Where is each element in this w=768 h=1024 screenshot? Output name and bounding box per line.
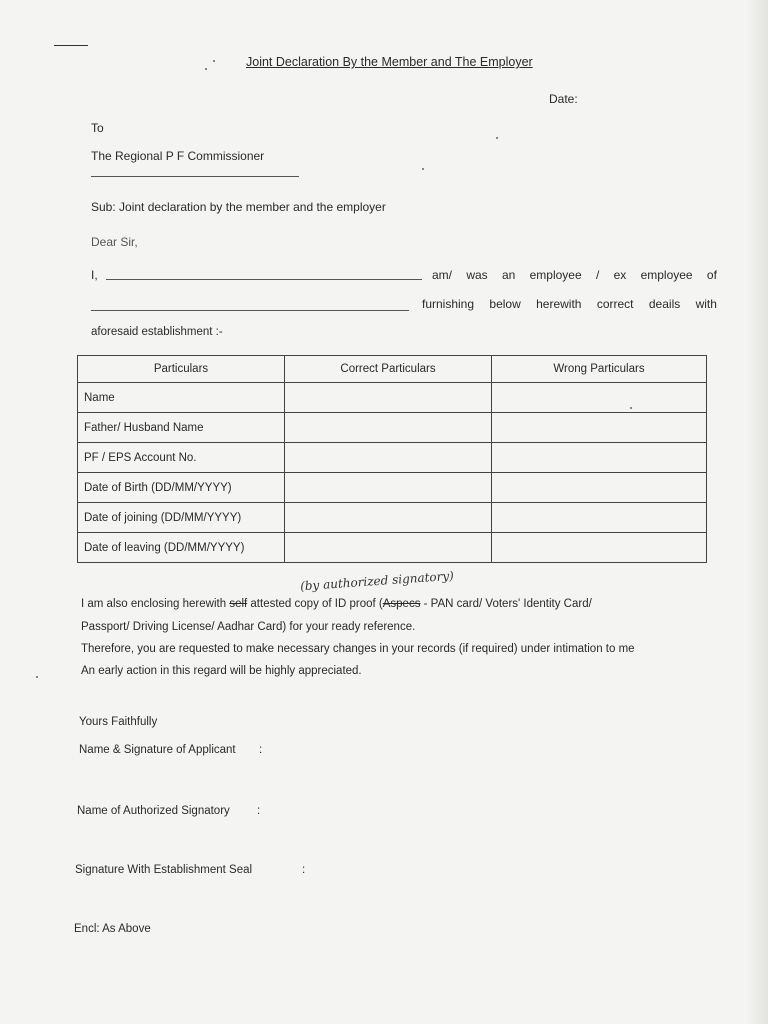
scan-speck [496,137,498,139]
correct-cell[interactable] [285,383,492,413]
table-row [78,413,707,443]
column-header: Particulars [78,356,285,383]
column-header: Correct Particulars [285,356,492,383]
wrong-cell[interactable] [492,533,707,563]
row-label: Date of leaving (DD/MM/YYYY) [78,533,285,563]
row-label: Date of Birth (DD/MM/YYYY) [78,473,285,503]
correct-cell[interactable] [285,443,492,473]
table-row [78,443,707,473]
corner-mark [54,45,88,46]
scan-speck [205,68,207,70]
table-row [78,503,707,533]
scan-speck [36,676,38,678]
word: herewith [536,297,582,311]
document-title: Joint Declaration By the Member and The Employer [246,55,533,69]
colon: : [302,864,306,876]
correct-cell[interactable] [285,503,492,533]
scan-edge-shadow [746,0,768,1024]
row-label: Name [78,383,285,413]
correct-cell[interactable] [285,473,492,503]
wrong-cell[interactable] [492,443,707,473]
enclosure-line-4: An early action in this regard will be highly appreciated. [81,665,362,677]
correct-cell[interactable] [285,533,492,563]
to-label: To [91,121,104,135]
line1-prefix: I, [91,268,98,282]
closing: Yours Faithfully [79,716,158,728]
establishment-seal-label: Signature With Establishment Seal [75,864,253,876]
enclosure-line-1 [81,598,592,610]
establishment-blank [91,310,409,311]
particulars-table [77,355,707,563]
text-span: I am also enclosing herewith [81,598,230,610]
authorized-signatory-label: Name of Authorized Signatory [77,805,230,817]
colon: : [257,805,261,817]
salutation: Dear Sir, [91,235,138,249]
handwritten-note: (by authorized signatory) [299,568,455,594]
word: employee [640,268,693,282]
addressee: The Regional P F Commissioner [91,149,265,163]
scan-speck [213,60,215,62]
line1-text [432,268,717,282]
text-span: attested copy of ID proof ( [247,598,383,610]
table-row [78,383,707,413]
word: was [466,268,488,282]
table-row [78,473,707,503]
word: / [595,268,600,282]
correct-cell[interactable] [285,413,492,443]
colon: : [259,744,263,756]
struck-text: Aspecs [382,598,421,610]
wrong-cell[interactable] [492,503,707,533]
word: an [501,268,516,282]
row-label: PF / EPS Account No. [78,443,285,473]
enclosure-note: Encl: As Above [74,923,151,935]
word: am/ [432,268,453,282]
enclosure-line-2: Passport/ Driving License/ Aadhar Card) for your ready reference. [81,621,416,633]
row-label: Father/ Husband Name [78,413,285,443]
date-label: Date: [549,92,578,106]
word: employee [529,268,582,282]
word: with [695,297,717,311]
line3-text: aforesaid establishment :- [91,326,223,338]
enclosure-line-3: Therefore, you are requested to make necessary changes in your records (if required) under intimation to me [81,643,635,655]
wrong-cell[interactable] [492,383,707,413]
word: of [706,268,717,282]
addressee-line [91,176,299,177]
wrong-cell[interactable] [492,473,707,503]
applicant-signature-label: Name & Signature of Applicant [79,744,236,756]
column-header: Wrong Particulars [492,356,707,383]
word: ex [613,268,627,282]
word: furnishing [422,297,475,311]
word: deails [648,297,681,311]
name-blank [106,279,422,280]
table-row [78,533,707,563]
line2-text [422,297,717,311]
text-span: - PAN card/ Voters' Identity Card/ [420,598,592,610]
wrong-cell[interactable] [492,413,707,443]
row-label: Date of joining (DD/MM/YYYY) [78,503,285,533]
table-header-row [78,356,707,383]
struck-text: self [229,598,248,610]
subject-line: Sub: Joint declaration by the member and the employer [91,200,386,214]
word: below [489,297,521,311]
word: correct [596,297,634,311]
scan-speck [422,168,424,170]
